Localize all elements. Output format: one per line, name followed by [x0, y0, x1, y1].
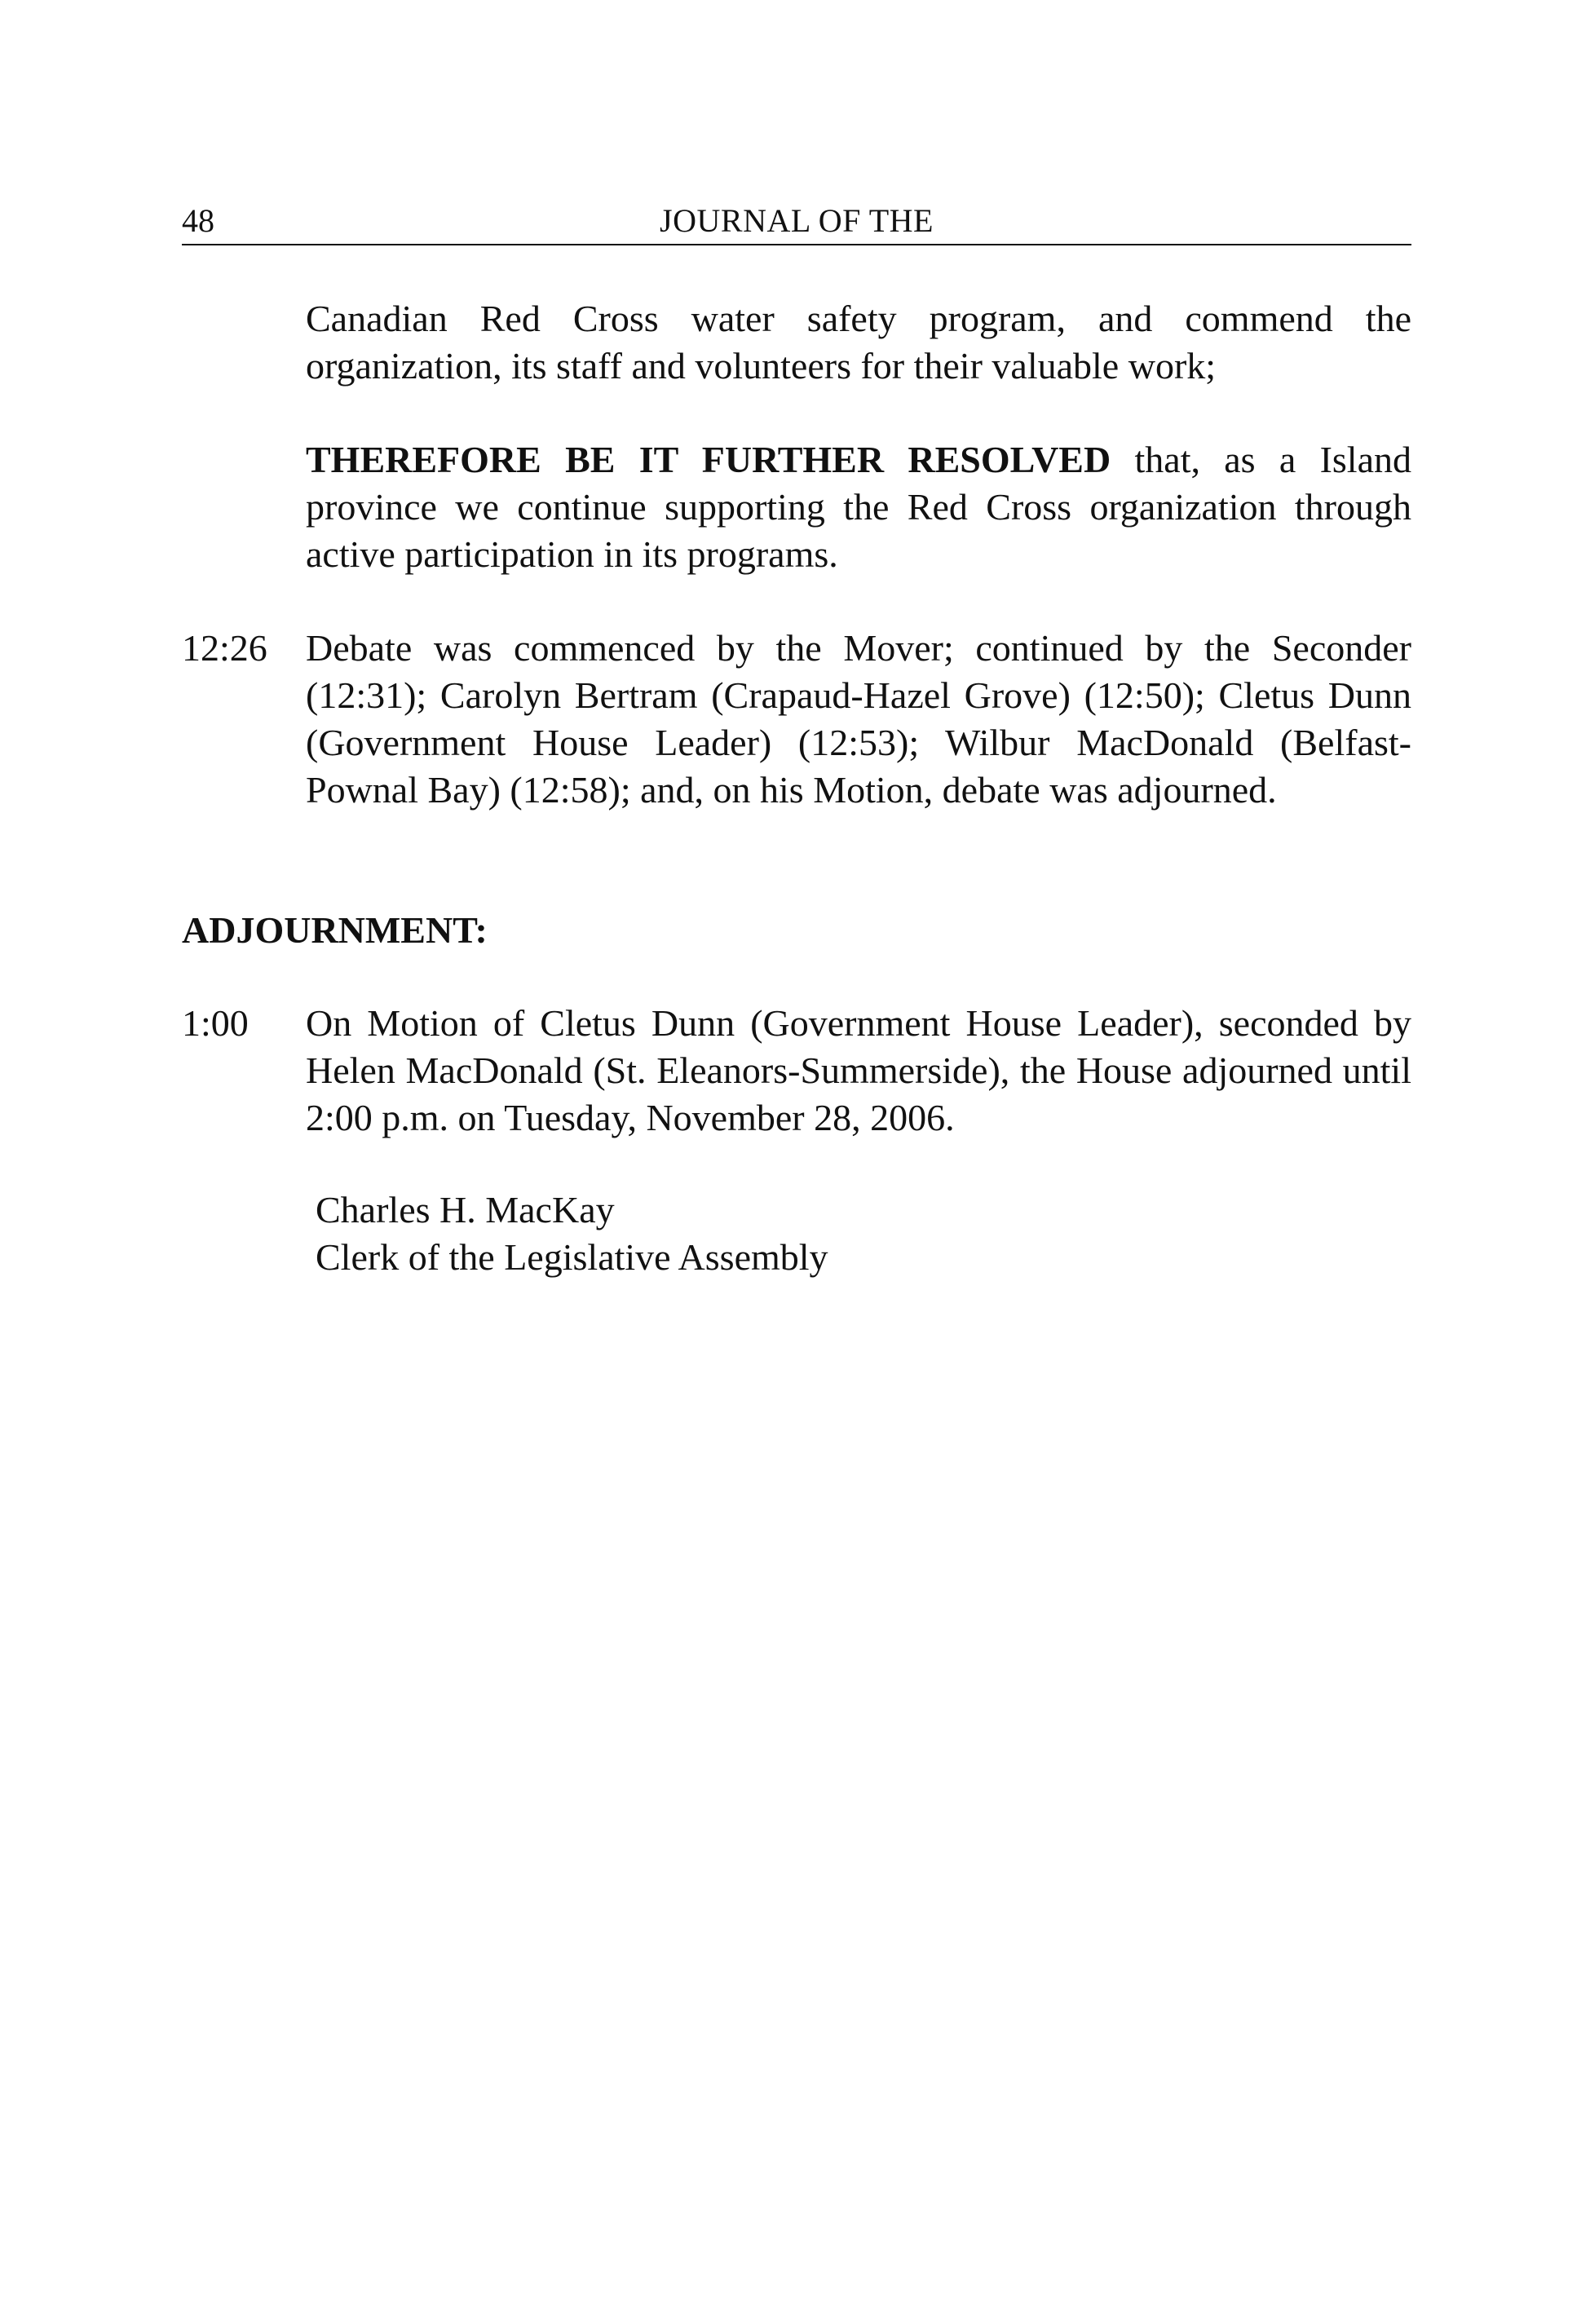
resolution-keyword: THEREFORE BE IT FURTHER RESOLVED — [306, 439, 1111, 480]
entry-text: On Motion of Cletus Dunn (Government House Leader), seconded by Helen MacDonald (St. Eleanors-Summerside), the House adjourned until 2:00 p.m. on Tuesday, November 28, 2006. — [306, 1002, 1411, 1138]
section-heading-adjournment: ADJOURNMENT: — [182, 909, 488, 951]
entry-time: 1:00 — [182, 1002, 249, 1044]
entry-text: Debate was commenced by the Mover; continued by the Seconder (12:31); Carolyn Bertram (Crapaud-Hazel Grove) (12:50); Cletus Dunn (Government House Leader) (12:53); Wilbur MacDonald (Belfast-Pownal Bay) (12:58); and, on his Motion, debate was adjourned. — [306, 627, 1411, 811]
page-number: 48 — [182, 202, 214, 239]
header-rule — [182, 244, 1411, 245]
signatory-name: Charles H. MacKay — [316, 1189, 615, 1230]
resolution-paragraph-continued: Canadian Red Cross water safety program, and commend the organization, its staff and volunteers for their valuable work; — [306, 298, 1411, 387]
signatory-title: Clerk of the Legislative Assembly — [316, 1236, 828, 1278]
resolution-text: that, as a Island province we continue supporting the Red Cross organization through active participation in its programs. — [306, 439, 1411, 575]
running-header — [182, 201, 1411, 241]
journal-title: JOURNAL OF THE — [660, 202, 934, 239]
entry-time: 12:26 — [182, 627, 267, 669]
signature-block — [316, 1186, 828, 1281]
resolution-paragraph-further-resolved — [306, 436, 1411, 578]
